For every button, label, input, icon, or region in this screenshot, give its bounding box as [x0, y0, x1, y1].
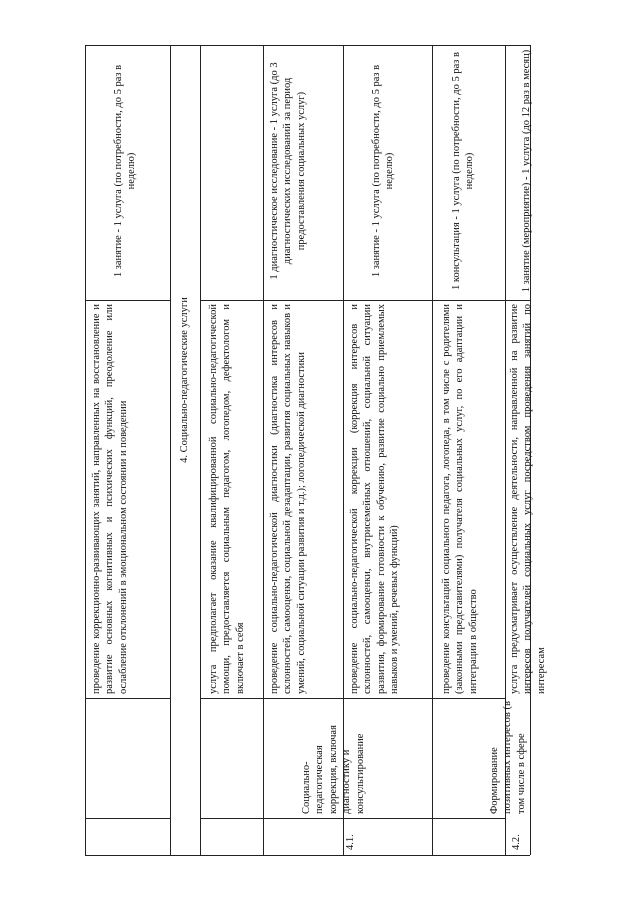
description-text: проведение социально-педагогической коррекции (коррекция интересов и склонностей, самооценки, внутрисемейных отношений, социальной ситуации развития, формирование готовности к обучению, развитие социально приемлемых навыков и умений, речевых функций) — [349, 304, 401, 694]
service-number: 4.1. — [345, 834, 356, 850]
service-name: Формирование позитивных интересов (в том числе в сфере — [489, 701, 527, 814]
service-name: Социально-педагогическая коррекция, включая диагностику и консультирование — [301, 725, 366, 814]
rate-text: 1 занятие - 1 услуга (по потребности, до 5 раз в неделю) — [371, 64, 396, 278]
rate-text: 1 диагностическое исследование - 1 услуга (до 3 диагностических исследований за период предоставления социальных услуг) — [269, 62, 307, 280]
description-text: проведение социально-педагогической диагностики (диагностика интересов и склонностей, самооценки, социальной дезадаптации, развития социальных навыков и умений, социальной ситуации развития и т.д.); логопедической диагностики — [269, 304, 307, 694]
rate-text: 1 консультация - 1 услуга (по потребности, до 5 раз в неделю) — [451, 52, 476, 290]
description-text: проведение коррекционно-развивающих занятий, направленных на восстановление и развитие основных когнитивных и психических функций, преодоление или ослабление отклонений в эмоциональном состоянии и поведении — [91, 304, 129, 694]
description-text: проведение консультаций социального педагога, логопеда, в том числе с родителями (законными представителями) получателя социальных услуг, по его адаптации и интеграции в общество — [441, 304, 479, 694]
description-text: услуга предполагает оказание квалифицированной социально-педагогической помощи, предоставляется социальным педагогом, логопедом, дефектологом и включает в себя — [208, 304, 246, 694]
rate-text: 1 занятие (мероприятие) - 1 услуга (до 12 раз в месяц) — [521, 49, 532, 293]
section-title: 4. Социально-педагогические услуги — [179, 297, 190, 463]
description-text: услуга предусматривает осуществление деятельности, направленной на развитие интересов получателей социальных услуг посредством проведения занятий по интересам — [509, 304, 547, 694]
service-number: 4.2. — [511, 834, 522, 850]
rate-text: 1 занятие - 1 услуга (по потребности, до 5 раз в неделю) — [113, 64, 138, 278]
